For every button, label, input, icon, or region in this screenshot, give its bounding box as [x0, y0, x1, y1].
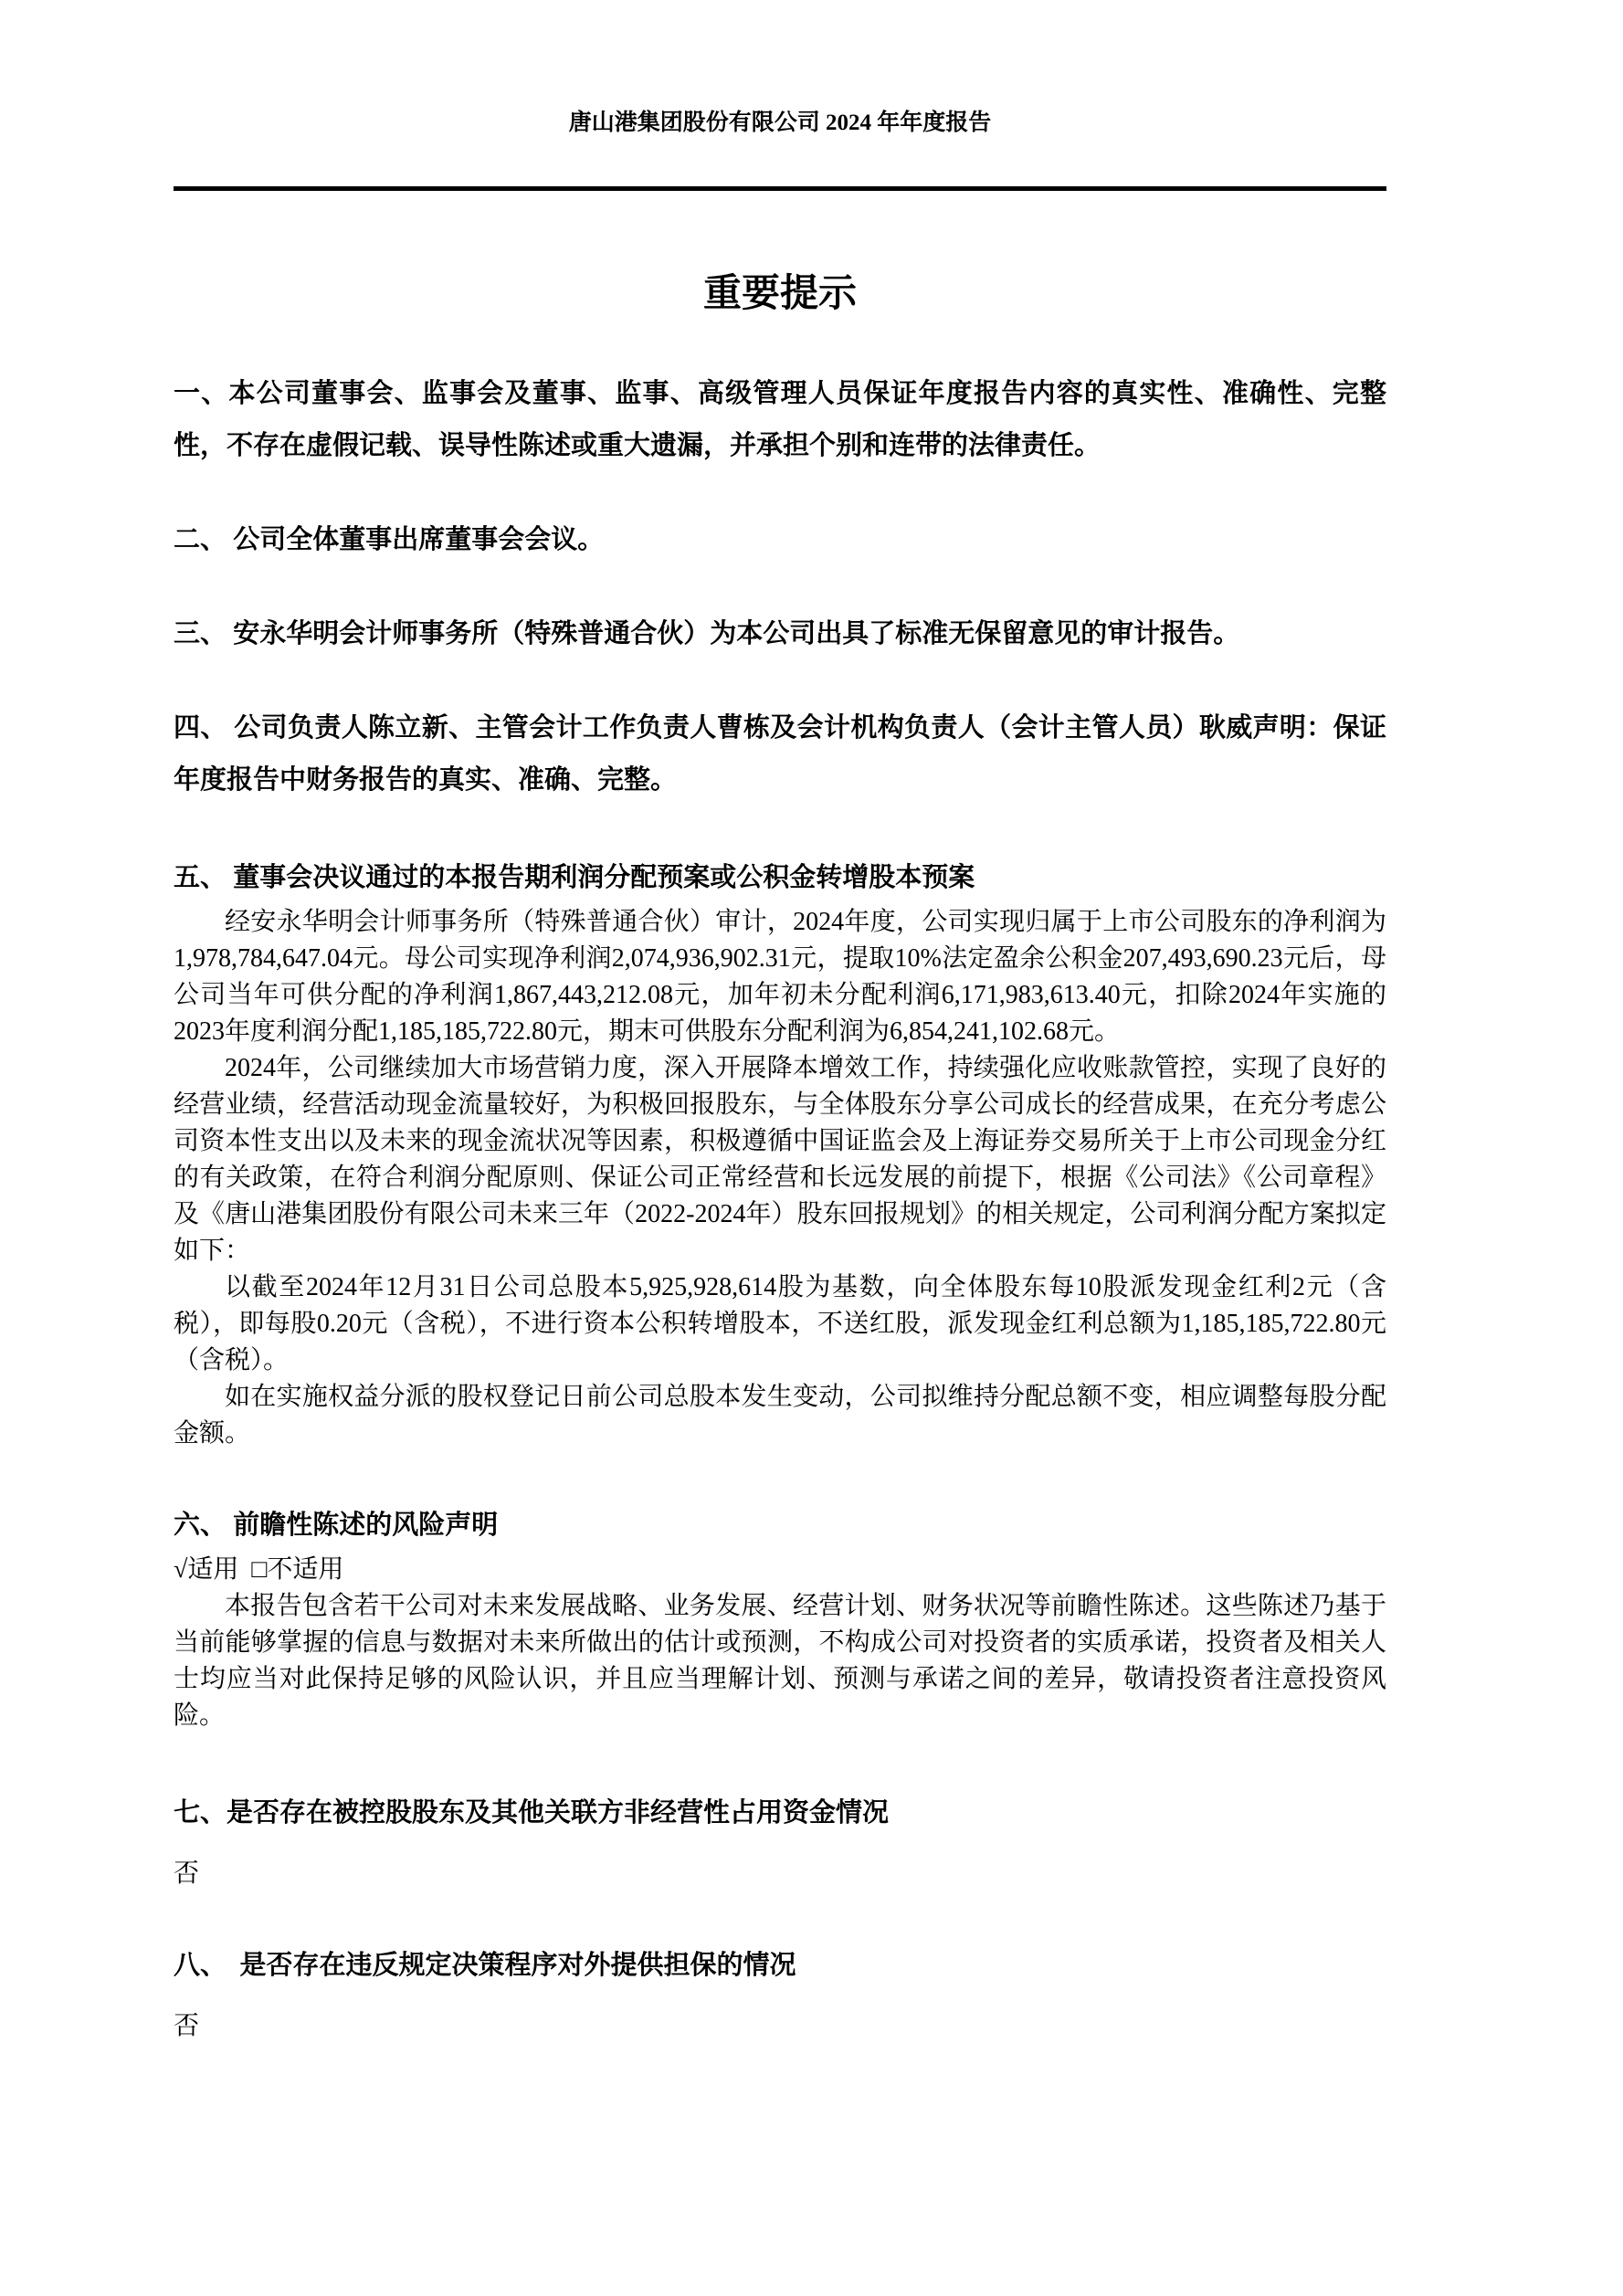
section-6-paragraph-1: 本报告包含若干公司对未来发展战略、业务发展、经营计划、财务状况等前瞻性陈述。这些陈述乃基于当前能够掌握的信息与数据对未来所做出的估计或预测，不构成公司对投资者的实质承诺，投资者及相关人士均应当对此保持足够的风险认识，并且应当理解计划、预测与承诺之间的差异，敬请投资者注意投资风险。 — [174, 1592, 1386, 1730]
page-header — [174, 0, 1386, 139]
header-rule — [174, 186, 1386, 191]
section-1-heading: 一、本公司董事会、监事会及董事、监事、高级管理人员保证年度报告内容的真实性、准确性、完整性，不存在虚假记载、误导性陈述或重大遗漏，并承担个别和连带的法律责任。 — [174, 379, 1386, 460]
section-6-heading: 六、 前瞻性陈述的风险声明 — [174, 1511, 499, 1540]
checkbox-empty-icon: □ — [251, 1555, 268, 1584]
section-7-answer: 否 — [174, 1859, 200, 1888]
section-2-heading: 二、 公司全体董事出席董事会会议。 — [174, 525, 605, 554]
page-content — [174, 0, 1386, 2045]
not-applicable-label: 不适用 — [267, 1555, 344, 1584]
applicable-option — [174, 1555, 238, 1584]
section-5-paragraph-3: 以截至2024年12月31日公司总股本5,925,928,614股为基数，向全体股东每10股派发现金红利2元（含税），即每股0.20元（含税），不进行资本公积转增股本，不送红股，派发现金红利总额为1,185,185,722.80元（含税）。 — [174, 1273, 1386, 1374]
page-title: 重要提示 — [702, 271, 857, 314]
section-8-heading: 八、 是否存在违反规定决策程序对外提供担保的情况 — [174, 1951, 796, 1980]
check-icon: √ — [174, 1555, 188, 1584]
section-5-heading: 五、 董事会决议通过的本报告期利润分配预案或公积金转增股本预案 — [174, 863, 975, 892]
applicable-label: 适用 — [187, 1555, 239, 1584]
not-applicable-option — [251, 1555, 343, 1584]
section-5-paragraph-4: 如在实施权益分派的股权登记日前公司总股本发生变动，公司拟维持分配总额不变，相应调整每股分配金额。 — [174, 1383, 1386, 1448]
header-title: 唐山港集团股份有限公司 2024 年年度报告 — [568, 111, 992, 135]
applicability-row — [174, 1552, 1386, 1588]
section-7-heading: 七、是否存在被控股股东及其他关联方非经营性占用资金情况 — [174, 1798, 890, 1827]
section-8-answer: 否 — [174, 2012, 200, 2040]
section-5-paragraph-1: 经安永华明会计师事务所（特殊普通合伙）审计，2024年度，公司实现归属于上市公司股东的净利润为1,978,784,647.04元。母公司实现净利润2,074,936,902.31元，提取10%法定盈余公积金207,493,690.23元后，母公司当年可供分配的净利润1,867,443,212.08元，加年初未分配利润6,171,983,613.40元，扣除2024年实施的2023年度利润分配1,185,185,722.80元，期末可供股东分配利润为6,854,241,102.68元。 — [174, 908, 1386, 1046]
section-4-heading: 四、 公司负责人陈立新、主管会计工作负责人曹栋及会计机构负责人（会计主管人员）耿威声明：保证年度报告中财务报告的真实、准确、完整。 — [174, 713, 1386, 795]
section-5-paragraph-2: 2024年，公司继续加大市场营销力度，深入开展降本增效工作，持续强化应收账款管控，实现了良好的经营业绩，经营活动现金流量较好，为积极回报股东，与全体股东分享公司成长的经营成果，在充分考虑公司资本性支出以及未来的现金流状况等因素，积极遵循中国证监会及上海证券交易所关于上市公司现金分红的有关政策，在符合利润分配原则、保证公司正常经营和长远发展的前提下，根据《公司法》《公司章程》及《唐山港集团股份有限公司未来三年（2022-2024年）股东回报规划》的相关规定，公司利润分配方案拟定如下： — [174, 1054, 1386, 1265]
section-3-heading: 三、 安永华明会计师事务所（特殊普通合伙）为本公司出具了标准无保留意见的审计报告。 — [174, 619, 1240, 648]
